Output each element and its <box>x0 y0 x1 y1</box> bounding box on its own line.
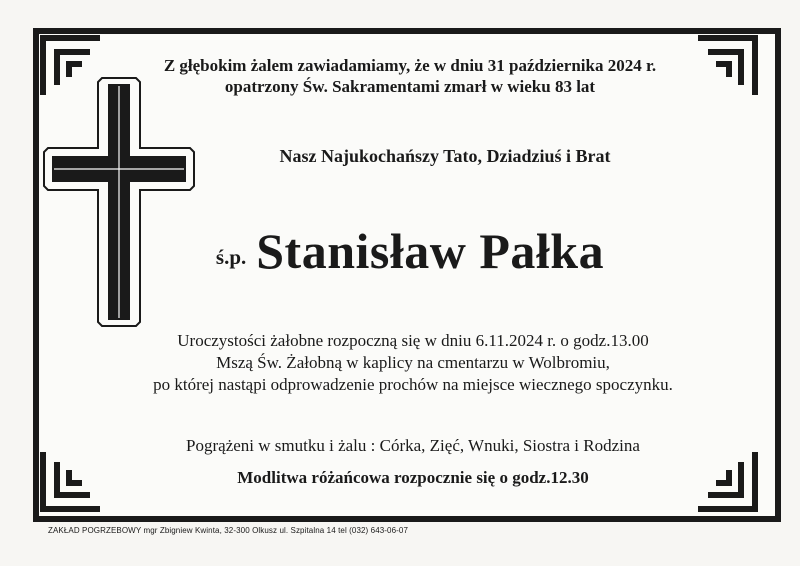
ceremony-line-2: Mszą Św. Żałobną w kaplicy na cmentarzu w Wolbromiu, <box>216 353 610 372</box>
intro-line-2: opatrzony Św. Sakramentami zmarł w wieku 83 lat <box>224 77 596 96</box>
mourners-line: Pogrążeni w smutku i żalu : Córka, Zięć, Wnuki, Siostra i Rodzina <box>186 436 640 455</box>
rosary-line: Modlitwa różańcowa rozpocznie się o godz.12.30 <box>237 468 589 487</box>
ceremony-line-3: po której nastąpi odprowadzenie prochów na miejsce wiecznego spoczynku. <box>153 375 673 394</box>
name-prefix: ś.p. <box>215 245 247 269</box>
relation-line: Nasz Najukochańszy Tato, Dziadziuś i Brat <box>279 146 611 166</box>
funeral-home-footer: ZAKŁAD POGRZEBOWY mgr Zbigniew Kwinta, 32-300 Olkusz ul. Szpitalna 14 tel (032) 643-06-07 <box>48 526 409 535</box>
deceased-name-row <box>10 222 800 280</box>
ceremony-line-1: Uroczystości żałobne rozpoczną się w dniu 6.11.2024 r. o godz.13.00 <box>177 331 649 350</box>
intro-line-1: Z głębokim żalem zawiadamiamy, że w dniu 31 października 2024 r. <box>163 56 657 75</box>
deceased-name: Stanisław Pałka <box>256 223 605 279</box>
cross-icon <box>42 76 196 328</box>
